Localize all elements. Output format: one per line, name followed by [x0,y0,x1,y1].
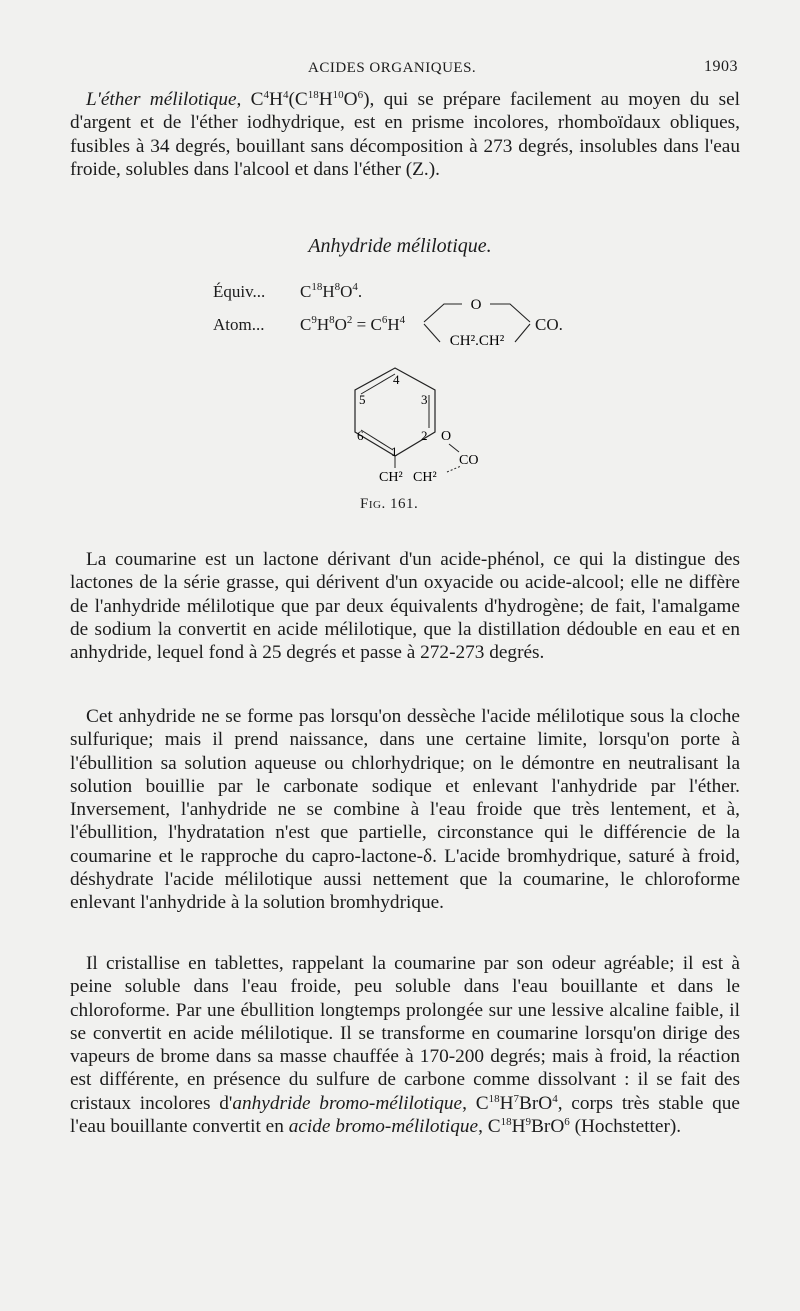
page-number: 1903 [704,58,738,75]
ch2-co-bond [447,466,461,472]
figure-caption: Fig. 161. [360,496,419,512]
bridge-ch2: CH².CH² [449,333,505,348]
section-title: Anhydride mélilotique. [308,235,492,257]
atom-formula: $C^9H^8O^2 = C^6H^4$ [300,314,406,334]
co-label: CO [459,453,479,468]
bridge-o: O [470,298,482,313]
ch2-right: CH² [413,470,437,485]
paragraph-ether-melilotique: L'éther mélilotique, $C^4H^4(C^{18}H^{10}O^6)$, qui se prépare facilement au moyen du sel d'argent et de l'éther iodhydrique, est en prisme incolores, rhomboïdaux obliques, fusibles à 34 degrés, bouillant sans décomposition à 273 degrés, insolubles dans l'eau froide, solubles dans l'alcool et dans l'éther (Z.). [70,89,740,180]
benzene-ring-structure [335,360,495,490]
paragraph-crystallisation: Il cristallise en tablettes, rappelant la coumarine par son odeur agréable; il est à peine soluble dans l'eau froide, peu soluble dans l'eau bouillante et dans le chloroforme. Par une ébullition longtemps prolongée sur une lessive alcaline faible, il se convertit en acide mélilotique. Il se transforme en coumarine lorsqu'on dirige des vapeurs de brome dans sa masse chauffée à 170-200 degrés; mais à froid, la réaction est différente, en présence du sulfure de carbone comme dissolvant : il se fait des cristaux incolores d'anhydride bromo-mélilotique, $C^{18}H^7BrO^4$, corps très stable que l'eau bouillante convertit en acide bromo-mélilotique, $C^{18}H^9BrO^6$ (Hochstetter). [70,953,740,1138]
paragraph-coumarine: La coumarine est un lactone dérivant d'un acide-phénol, ce qui la distingue des lactones de la série grasse, qui dérivent d'un oxyacide ou acide-alcool; elle ne diffère de l'anhydride mélilotique que par deux équivalents d'hydrogène; de fait, l'amalgame de sodium la convertit en acide mélilotique, que la distillation dédouble en eau et en anhydride, lequel fond à 25 degrés et passe à 272-273 degrés. [70,549,740,664]
bridge-top-left-line [424,304,462,322]
position-6: 6 [357,428,364,443]
bridge-bottom-left-line [424,324,440,342]
inner-bond-bottom [361,430,393,450]
ch2-left: CH² [379,470,403,485]
oxygen-label: O [441,429,452,444]
position-5: 5 [359,392,366,407]
bridge-bottom-right-line [515,324,530,342]
atom-label: Atom... [213,315,265,334]
formula-bridge [420,298,535,348]
position-3: 3 [421,392,428,407]
equiv-formula: $C^{18}H^8O^4$. [300,281,363,301]
page-header [70,58,738,82]
position-1: 1 [391,444,398,459]
o-co-bond [449,444,459,452]
position-4: 4 [393,372,400,387]
bridge-top-right-line [490,304,530,322]
atom-co: CO. [535,315,563,334]
running-title: ACIDES ORGANIQUES. [308,60,477,76]
paragraph-formation: Cet anhydride ne se forme pas lorsqu'on dessèche l'acide mélilotique sous la cloche sulfurique; mais il prend naissance, dans une certaine limite, lorsqu'on porte à l'ébullition sa solution aqueuse ou chlorhydrique; on le démontre en neutralisant la solution bouillie par le carbonate sodique et enlevant l'anhydride par l'éther. Inversement, l'anhydride ne se combine à l'eau froide que très lentement, et à, l'ébullition, l'hydratation n'est que partielle, circonstance qui le différencie de la coumarine et le rapproche du capro-lactone-δ. L'acide bromhydrique, saturé à froid, déshydrate l'acide mélilotique aussi nettement que la coumarine, le chloroforme enlevant l'anhydride à la solution bromhydrique. [70,706,740,914]
lead-italic: L'éther mélilotique [86,89,237,110]
position-2: 2 [421,428,428,443]
equiv-label: Équiv... [213,282,266,301]
